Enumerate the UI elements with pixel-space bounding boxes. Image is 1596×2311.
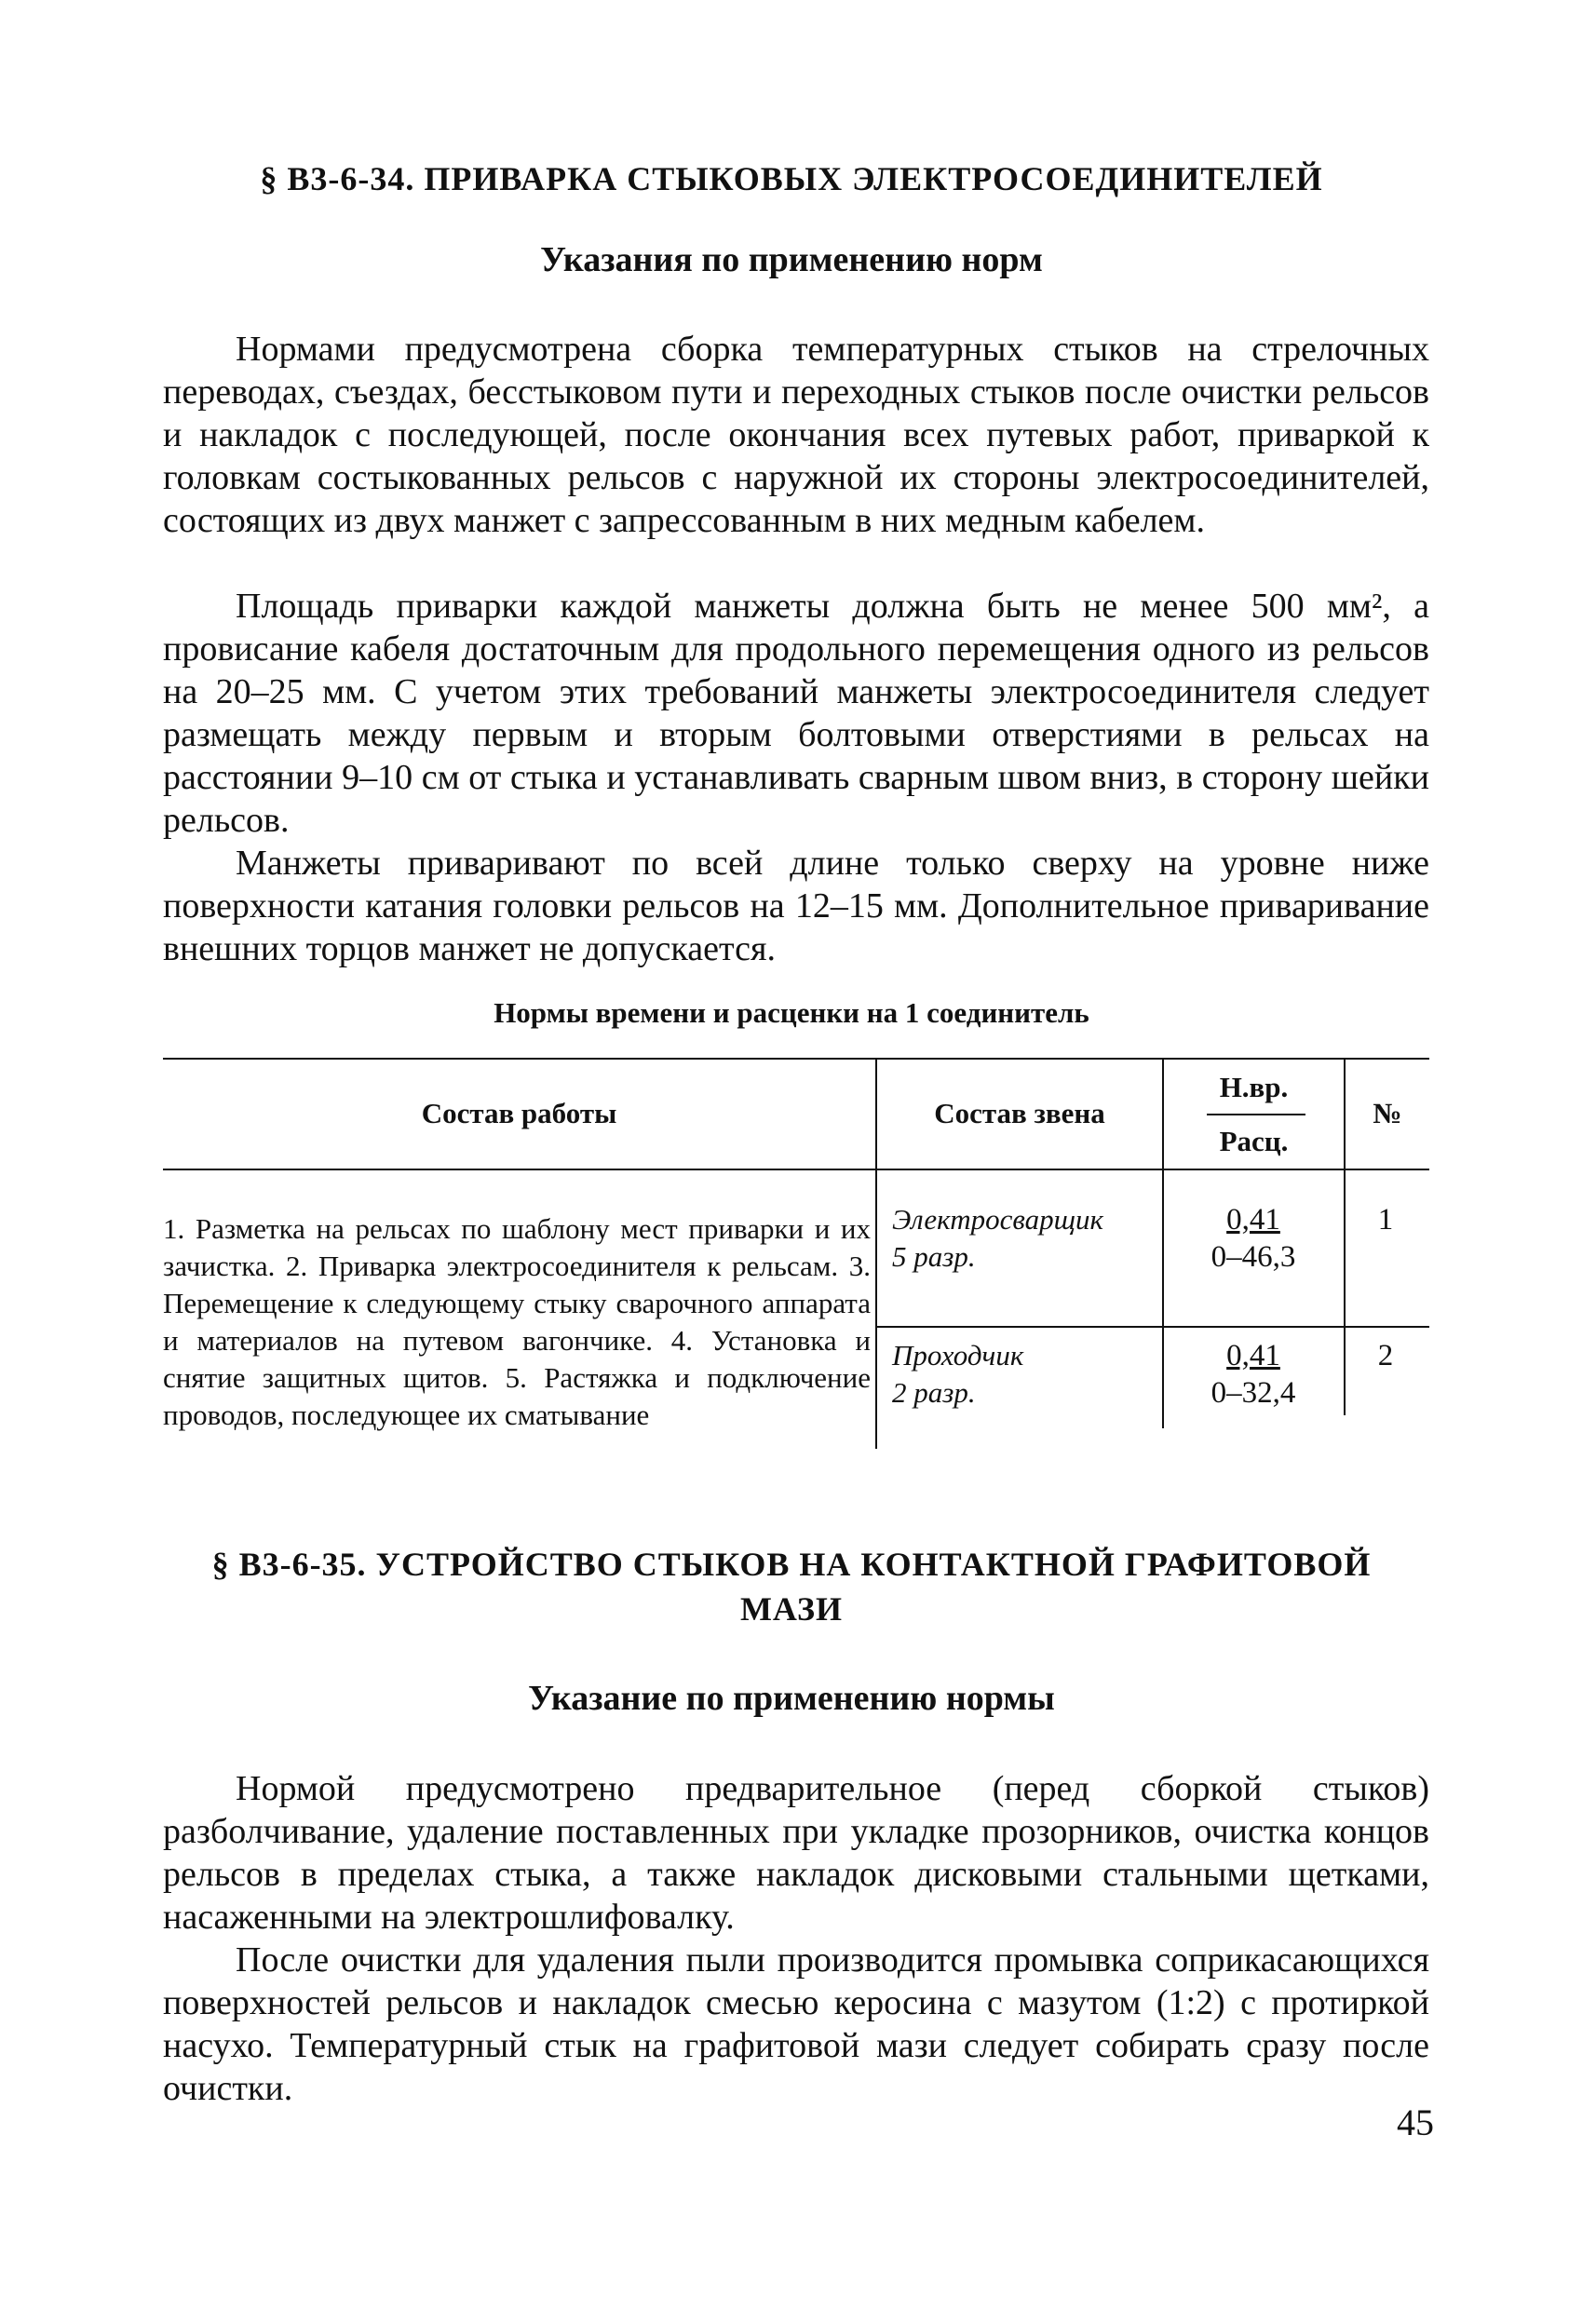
crew-grade: 5 разр. [892, 1240, 976, 1273]
section-title: § В3-6-34. ПРИВАРКА СТЫКОВЫХ ЭЛЕКТРОСОЕДИНИТЕЛЕЙ [260, 160, 1323, 197]
header-fraction-bar [1207, 1114, 1305, 1115]
column-header-number: № [1373, 1097, 1402, 1129]
column-header-crew: Состав звена [934, 1097, 1105, 1129]
norm-value: 0,41 [1226, 1203, 1280, 1237]
work-description: 1. Разметка на рельсах по шаблону мест приварки и их зачистка. 2. Приварка электросоединителя к рельсам. 3. Перемещение к следующему стыку сварочного аппарата и материалов на путевом вагончике. 4. Установка и снятие защитных щитов. 5. Растяжка и подключение проводов, последующее их сматывание [163, 1212, 871, 1431]
column-header-work: Состав работы [421, 1097, 617, 1129]
norm-cell [1175, 1337, 1332, 1412]
page-number: 45 [1397, 2102, 1434, 2143]
section-subheading: Указание по применению нормы [528, 1679, 1055, 1718]
norm-cell [1175, 1201, 1332, 1276]
table-top-rule [163, 1058, 1429, 1060]
section-subheading: Указания по применению норм [540, 240, 1043, 279]
norm-value: 0,41 [1226, 1339, 1280, 1372]
crew-role: Электросварщик [892, 1203, 1104, 1236]
table-row-rule [877, 1326, 1429, 1328]
paragraph: После очистки для удаления пыли производится промывка соприкасающихся поверхностей рельсов и накладок смесью керосина с мазутом (1:2) с протиркой насухо. Температурный стык на графитовой мази следует собирать сразу после очистки. [163, 1940, 1429, 2108]
column-header-norm: Н.вр. [1219, 1071, 1289, 1103]
crew-cell [892, 1337, 1162, 1412]
column-header-rate: Расц. [1219, 1125, 1289, 1157]
table-caption: Нормы времени и расценки на 1 соединитель [494, 996, 1089, 1029]
paragraph: Нормами предусмотрена сборка температурных стыков на стрелочных переводах, съездах, бесстыковом пути и переходных стыков после очистки рельсов и накладок с последующей, после окончания всех путевых работ, приваркой к головкам состыкованных рельсов с наружной их стороны электросоединителей, состоящих из двух манжет с запрессованным в них медным кабелем. [163, 330, 1429, 540]
crew-cell [892, 1201, 1162, 1276]
section-title: § В3-6-35. УСТРОЙСТВО СТЫКОВ НА КОНТАКТНОЙ ГРАФИТОВОЙ [211, 1546, 1372, 1583]
section-title-continued: МАЗИ [739, 1590, 844, 1628]
table-column-divider [1162, 1058, 1164, 1428]
rate-value: 0–46,3 [1211, 1240, 1296, 1274]
crew-grade: 2 разр. [892, 1376, 976, 1409]
crew-role: Проходчик [892, 1339, 1024, 1372]
row-number: 1 [1377, 1203, 1394, 1237]
rate-value: 0–32,4 [1211, 1376, 1296, 1410]
paragraph: Манжеты приваривают по всей длине только сверху на уровне ниже поверхности катания головки рельсов на 12–15 мм. Дополнительное приваривание внешних торцов манжет не допускается. [163, 844, 1429, 968]
paragraph: Нормой предусмотрено предварительное (перед сборкой стыков) разболчивание, удаление поставленных при укладке прозорников, очистка концов рельсов в пределах стыка, а также накладок дисковыми стальными щетками, насаженными на электрошлифовалку. [163, 1769, 1429, 1937]
paragraph: Площадь приварки каждой манжеты должна быть не менее 500 мм², а провисание кабеля достаточным для продольного перемещения одного из рельсов на 20–25 мм. С учетом этих требований манжеты электросоединителя следует размещать между первым и вторым болтовыми отверстиями в рельсах на расстоянии 9–10 см от стыка и устанавливать сварным швом вниз, в сторону шейки рельсов. [163, 587, 1429, 840]
row-number: 2 [1377, 1339, 1394, 1372]
table-header-rule [163, 1169, 1429, 1170]
